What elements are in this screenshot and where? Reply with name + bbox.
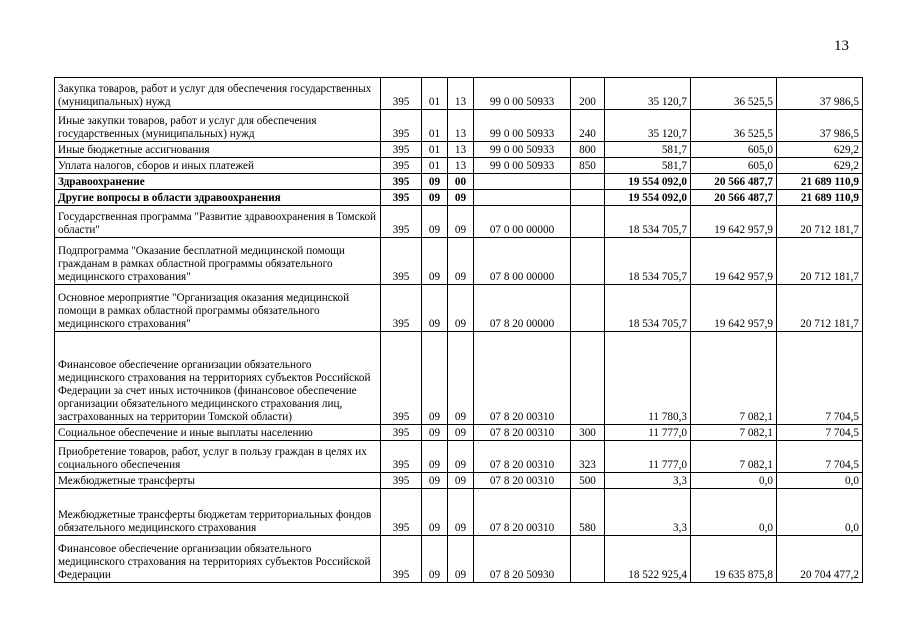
row-amount-year1-cell: 18 522 925,4 (605, 536, 691, 583)
row-amount-year3-cell: 7 704,5 (777, 332, 863, 425)
row-grs-cell: 395 (381, 174, 422, 190)
row-amount-year2-cell: 20 566 487,7 (691, 190, 777, 206)
row-name-cell: Финансовое обеспечение организации обязательного медицинского страхования на территориях субъектов Российской Федерации (55, 536, 381, 583)
table-row (55, 206, 863, 238)
row-amount-year3-cell: 7 704,5 (777, 441, 863, 473)
row-amount-year3-cell: 7 704,5 (777, 425, 863, 441)
row-subsection-cell: 09 (448, 206, 474, 238)
row-section-cell: 09 (422, 332, 448, 425)
row-section-cell: 09 (422, 473, 448, 489)
row-amount-year2-cell: 19 642 957,9 (691, 238, 777, 285)
row-target-article-cell (474, 190, 571, 206)
row-amount-year1-cell: 581,7 (605, 142, 691, 158)
row-amount-year3-cell: 629,2 (777, 142, 863, 158)
row-amount-year2-cell: 0,0 (691, 473, 777, 489)
row-section-cell: 09 (422, 174, 448, 190)
row-section-cell: 09 (422, 206, 448, 238)
row-amount-year3-cell: 20 704 477,2 (777, 536, 863, 583)
row-name-cell: Финансовое обеспечение организации обязательного медицинского страхования на территориях субъектов Российской Федерации за счет иных источников (финансовое обеспечение организации обязательного медицинского страхования лиц, застрахованных на территории Томской области) (55, 332, 381, 425)
row-amount-year2-cell: 605,0 (691, 142, 777, 158)
row-name-cell: Закупка товаров, работ и услуг для обеспечения государственных (муниципальных) нужд (55, 78, 381, 110)
row-expense-type-cell (571, 332, 605, 425)
row-name-cell: Социальное обеспечение и иные выплаты населению (55, 425, 381, 441)
row-name-cell: Межбюджетные трансферты (55, 473, 381, 489)
row-name-cell: Иные закупки товаров, работ и услуг для обеспечения государственных (муниципальных) нужд (55, 110, 381, 142)
row-expense-type-cell (571, 536, 605, 583)
row-section-cell: 01 (422, 110, 448, 142)
row-amount-year1-cell: 11 777,0 (605, 425, 691, 441)
row-grs-cell: 395 (381, 206, 422, 238)
row-expense-type-cell: 800 (571, 142, 605, 158)
table-row (55, 238, 863, 285)
row-target-article-cell (474, 174, 571, 190)
table-row (55, 78, 863, 110)
row-name-cell: Подпрограмма "Оказание бесплатной медицинской помощи гражданам в рамках областной программы обязательного медицинского страхования" (55, 238, 381, 285)
row-grs-cell: 395 (381, 473, 422, 489)
row-section-cell: 01 (422, 78, 448, 110)
budget-table (54, 77, 863, 583)
row-name-cell: Уплата налогов, сборов и иных платежей (55, 158, 381, 174)
row-name-cell: Здравоохранение (55, 174, 381, 190)
row-amount-year1-cell: 11 777,0 (605, 441, 691, 473)
row-subsection-cell: 09 (448, 441, 474, 473)
row-section-cell: 09 (422, 441, 448, 473)
row-subsection-cell: 09 (448, 238, 474, 285)
row-section-cell: 09 (422, 536, 448, 583)
row-amount-year1-cell: 3,3 (605, 489, 691, 536)
row-grs-cell: 395 (381, 489, 422, 536)
row-section-cell: 09 (422, 238, 448, 285)
row-target-article-cell: 07 8 00 00000 (474, 238, 571, 285)
row-amount-year3-cell: 20 712 181,7 (777, 238, 863, 285)
row-grs-cell: 395 (381, 190, 422, 206)
table-row (55, 332, 863, 425)
table-row (55, 110, 863, 142)
row-amount-year3-cell: 37 986,5 (777, 110, 863, 142)
row-amount-year2-cell: 7 082,1 (691, 425, 777, 441)
row-amount-year1-cell: 3,3 (605, 473, 691, 489)
budget-table-body (55, 78, 863, 583)
page-number: 13 (834, 38, 849, 54)
row-subsection-cell: 09 (448, 190, 474, 206)
row-section-cell: 09 (422, 285, 448, 332)
row-amount-year1-cell: 35 120,7 (605, 78, 691, 110)
row-amount-year3-cell: 21 689 110,9 (777, 174, 863, 190)
row-amount-year2-cell: 7 082,1 (691, 332, 777, 425)
row-name-cell: Другие вопросы в области здравоохранения (55, 190, 381, 206)
table-row (55, 441, 863, 473)
row-amount-year3-cell: 21 689 110,9 (777, 190, 863, 206)
row-expense-type-cell: 240 (571, 110, 605, 142)
row-subsection-cell: 13 (448, 142, 474, 158)
table-row (55, 174, 863, 190)
row-amount-year3-cell: 20 712 181,7 (777, 285, 863, 332)
row-grs-cell: 395 (381, 78, 422, 110)
row-target-article-cell: 07 8 20 00000 (474, 285, 571, 332)
row-amount-year3-cell: 20 712 181,7 (777, 206, 863, 238)
row-expense-type-cell: 580 (571, 489, 605, 536)
row-section-cell: 01 (422, 142, 448, 158)
row-subsection-cell: 09 (448, 473, 474, 489)
table-row (55, 158, 863, 174)
row-target-article-cell: 07 8 20 50930 (474, 536, 571, 583)
row-target-article-cell: 07 0 00 00000 (474, 206, 571, 238)
row-amount-year1-cell: 18 534 705,7 (605, 238, 691, 285)
table-row (55, 190, 863, 206)
table-row (55, 473, 863, 489)
row-target-article-cell: 99 0 00 50933 (474, 158, 571, 174)
table-row (55, 425, 863, 441)
row-grs-cell: 395 (381, 425, 422, 441)
row-subsection-cell: 13 (448, 110, 474, 142)
row-section-cell: 09 (422, 425, 448, 441)
row-amount-year1-cell: 18 534 705,7 (605, 206, 691, 238)
row-target-article-cell: 07 8 20 00310 (474, 441, 571, 473)
row-amount-year2-cell: 36 525,5 (691, 110, 777, 142)
row-target-article-cell: 99 0 00 50933 (474, 142, 571, 158)
row-amount-year2-cell: 19 635 875,8 (691, 536, 777, 583)
row-grs-cell: 395 (381, 285, 422, 332)
row-amount-year2-cell: 19 642 957,9 (691, 206, 777, 238)
row-name-cell: Иные бюджетные ассигнования (55, 142, 381, 158)
row-amount-year1-cell: 19 554 092,0 (605, 190, 691, 206)
table-row (55, 536, 863, 583)
row-target-article-cell: 07 8 20 00310 (474, 425, 571, 441)
row-target-article-cell: 07 8 20 00310 (474, 489, 571, 536)
row-expense-type-cell: 200 (571, 78, 605, 110)
row-section-cell: 09 (422, 489, 448, 536)
row-amount-year2-cell: 0,0 (691, 489, 777, 536)
row-amount-year1-cell: 19 554 092,0 (605, 174, 691, 190)
row-subsection-cell: 00 (448, 174, 474, 190)
row-subsection-cell: 09 (448, 332, 474, 425)
row-grs-cell: 395 (381, 238, 422, 285)
row-name-cell: Основное мероприятие "Организация оказания медицинской помощи в рамках областной программы обязательного медицинского страхования" (55, 285, 381, 332)
row-grs-cell: 395 (381, 332, 422, 425)
row-expense-type-cell: 500 (571, 473, 605, 489)
row-amount-year3-cell: 0,0 (777, 489, 863, 536)
row-amount-year2-cell: 7 082,1 (691, 441, 777, 473)
row-name-cell: Государственная программа "Развитие здравоохранения в Томской области" (55, 206, 381, 238)
row-amount-year2-cell: 605,0 (691, 158, 777, 174)
row-grs-cell: 395 (381, 110, 422, 142)
row-target-article-cell: 99 0 00 50933 (474, 110, 571, 142)
row-expense-type-cell (571, 206, 605, 238)
row-expense-type-cell (571, 190, 605, 206)
row-amount-year2-cell: 20 566 487,7 (691, 174, 777, 190)
row-target-article-cell: 99 0 00 50933 (474, 78, 571, 110)
row-amount-year3-cell: 629,2 (777, 158, 863, 174)
row-grs-cell: 395 (381, 142, 422, 158)
row-subsection-cell: 09 (448, 285, 474, 332)
row-grs-cell: 395 (381, 441, 422, 473)
row-expense-type-cell: 323 (571, 441, 605, 473)
row-name-cell: Приобретение товаров, работ, услуг в пользу граждан в целях их социального обеспечения (55, 441, 381, 473)
row-amount-year1-cell: 35 120,7 (605, 110, 691, 142)
row-name-cell: Межбюджетные трансферты бюджетам территориальных фондов обязательного медицинского страхования (55, 489, 381, 536)
table-row (55, 142, 863, 158)
row-grs-cell: 395 (381, 536, 422, 583)
row-expense-type-cell (571, 285, 605, 332)
row-amount-year3-cell: 0,0 (777, 473, 863, 489)
row-expense-type-cell: 300 (571, 425, 605, 441)
row-expense-type-cell (571, 238, 605, 285)
row-section-cell: 01 (422, 158, 448, 174)
row-subsection-cell: 13 (448, 158, 474, 174)
row-subsection-cell: 09 (448, 536, 474, 583)
row-target-article-cell: 07 8 20 00310 (474, 473, 571, 489)
row-section-cell: 09 (422, 190, 448, 206)
table-row (55, 489, 863, 536)
row-amount-year2-cell: 19 642 957,9 (691, 285, 777, 332)
row-amount-year1-cell: 581,7 (605, 158, 691, 174)
row-expense-type-cell: 850 (571, 158, 605, 174)
table-row (55, 285, 863, 332)
row-amount-year2-cell: 36 525,5 (691, 78, 777, 110)
row-subsection-cell: 09 (448, 425, 474, 441)
row-expense-type-cell (571, 174, 605, 190)
row-grs-cell: 395 (381, 158, 422, 174)
row-amount-year1-cell: 11 780,3 (605, 332, 691, 425)
row-subsection-cell: 13 (448, 78, 474, 110)
row-amount-year1-cell: 18 534 705,7 (605, 285, 691, 332)
row-subsection-cell: 09 (448, 489, 474, 536)
row-amount-year3-cell: 37 986,5 (777, 78, 863, 110)
row-target-article-cell: 07 8 20 00310 (474, 332, 571, 425)
